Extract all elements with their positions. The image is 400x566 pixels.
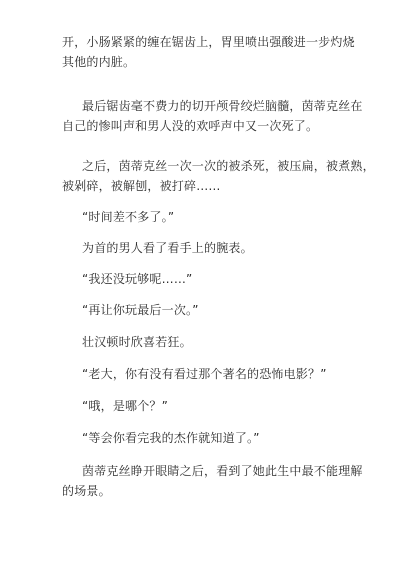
paragraph-line: 被剁碎，被解刨，被打碎……	[62, 179, 221, 193]
paragraph-line: “我还没玩够呢……”	[82, 272, 193, 286]
paragraph-line: 为首的男人看了看手上的腕表。	[82, 241, 253, 255]
paragraph-12	[62, 461, 382, 501]
paragraph-line: 最后锯齿毫不费力的切开颅骨绞烂脑髓，茵蒂克丝在	[82, 99, 363, 113]
paragraph-line: “等会你看完我的杰作就知道了。”	[82, 431, 260, 445]
paragraph-7	[82, 300, 382, 320]
paragraph-2	[62, 96, 382, 136]
paragraph-3	[62, 156, 382, 196]
paragraph-line: 壮汉顿时欣喜若狂。	[82, 335, 192, 349]
paragraph-11	[82, 428, 382, 448]
paragraph-line: “哦，是哪个？”	[82, 399, 169, 413]
paragraph-1	[62, 32, 362, 72]
paragraph-line: 开，小肠紧紧的缠在锯齿上，胃里喷出强酸进一步灼烧	[62, 35, 355, 49]
paragraph-line: 的场景。	[62, 484, 111, 498]
paragraph-8	[82, 332, 382, 352]
paragraph-line: “再让你玩最后一次。”	[82, 303, 199, 317]
paragraph-line: 之后，茵蒂克丝一次一次的被杀死，被压扁，被煮熟，	[82, 159, 375, 173]
paragraph-line: 其他的内脏。	[62, 55, 136, 69]
paragraph-6	[82, 269, 382, 289]
paragraph-line: “老大，你有没有看过那个著名的恐怖电影？”	[82, 367, 327, 381]
paragraph-line: “时间差不多了。”	[82, 210, 175, 224]
paragraph-9	[82, 364, 382, 384]
paragraph-line: 自己的惨叫声和男人没的欢呼声中又一次死了。	[62, 119, 319, 133]
paragraph-10	[82, 396, 382, 416]
paragraph-4	[82, 207, 382, 227]
paragraph-5	[82, 238, 382, 258]
paragraph-line: 茵蒂克丝睁开眼睛之后，看到了她此生中最不能理解	[82, 464, 363, 478]
